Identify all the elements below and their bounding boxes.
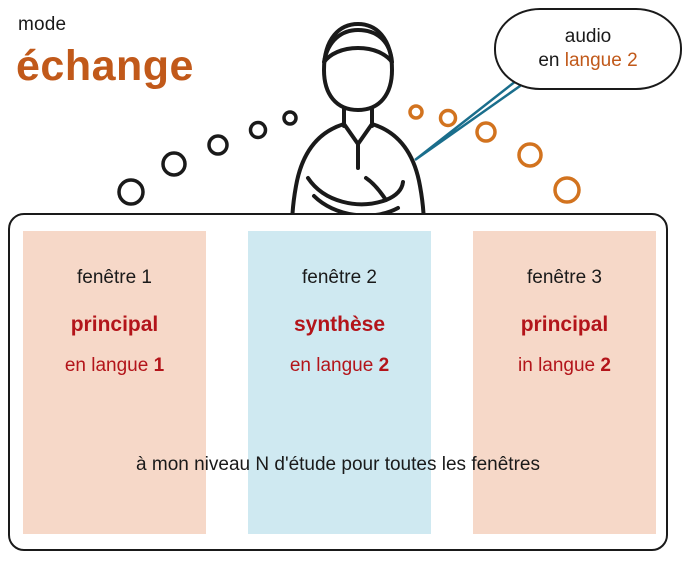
column-language-number: 1 xyxy=(153,355,165,376)
window-column-1[interactable] xyxy=(23,231,206,534)
speech-bubble-line-2 xyxy=(538,49,637,73)
windows-panel xyxy=(8,213,668,551)
column-language-prefix: en langue xyxy=(289,355,379,376)
speech-bubble-line-1: audio xyxy=(564,26,612,48)
column-main-label: synthèse xyxy=(293,313,386,336)
mode-label: mode xyxy=(18,14,67,35)
column-language-label xyxy=(248,355,431,377)
window-column-3[interactable] xyxy=(473,231,656,534)
column-language-label xyxy=(23,355,206,377)
page-title: échange xyxy=(16,42,194,90)
column-title: fenêtre 1 xyxy=(77,267,152,288)
person-with-crossed-arms-icon xyxy=(262,10,452,235)
speech-bubble-prefix: en xyxy=(538,50,565,71)
column-language-number: 2 xyxy=(600,355,611,376)
column-language-prefix: en langue xyxy=(64,355,154,376)
column-main-label: principal xyxy=(520,313,609,336)
column-main-label: principal xyxy=(70,313,159,336)
footer-note: à mon niveau N d'étude pour toutes les fenêtres xyxy=(136,454,540,475)
column-language-label xyxy=(473,355,656,377)
column-title: fenêtre 3 xyxy=(527,267,602,288)
speech-bubble xyxy=(494,8,682,90)
column-title: fenêtre 2 xyxy=(302,267,377,288)
speech-bubble-highlight: langue 2 xyxy=(564,50,638,71)
window-column-2[interactable] xyxy=(248,231,431,534)
column-language-number: 2 xyxy=(378,355,390,376)
column-language-prefix: in langue xyxy=(518,355,601,376)
